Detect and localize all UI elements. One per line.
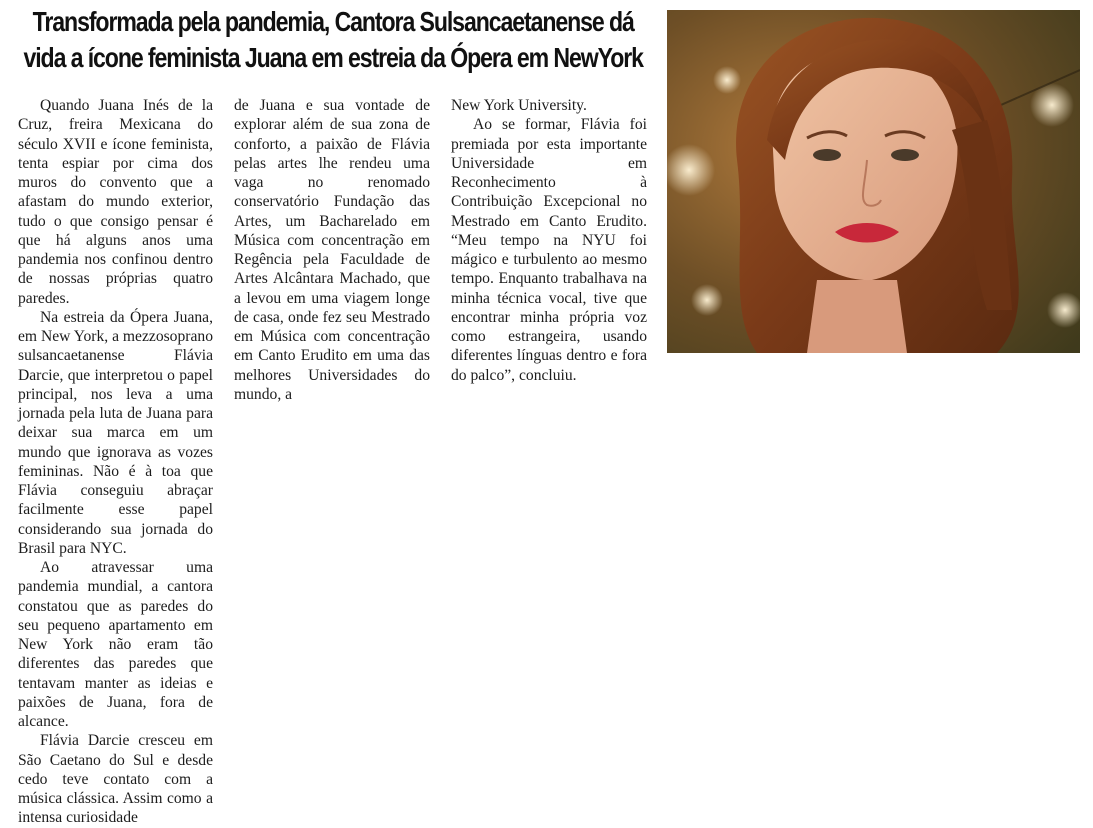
paragraph-continued: de Juana e sua vontade de explorar além de sua zona de conforto, a paixão de Flávia pelas artes lhe rendeu uma vaga no renomado conservatório Fundação das Artes, um Bacharelado em Música com concentração em Regência pela Faculdade de Artes Alcântara Machado, que a levou em uma viagem longe de casa, onde fez seu Mestrado em Música com concentração em Canto Erudito em uma das melhores Universidades do mundo, a [234, 97, 430, 403]
portrait-photo [667, 10, 1080, 353]
article-column-2 [234, 96, 430, 404]
headline: Transformada pela pandemia, Cantora Sulsancaetanense dá vida a ícone feminista Juana em estreia da Ópera em NewYork [23, 6, 643, 73]
paragraph: Flávia Darcie cresceu em São Caetano do Sul e desde cedo teve contato com a música clássica. Assim como a intensa curiosidade [18, 732, 213, 827]
article-column-3 [451, 96, 647, 385]
article-column-1 [18, 96, 213, 828]
paragraph: Ao atravessar uma pandemia mundial, a cantora constatou que as paredes do seu pequeno apartamento em New York não eram tão diferentes das paredes que tentavam manter as ideias e paixões de Juana, fora de alcance. [18, 559, 213, 730]
paragraph: Quando Juana Inés de la Cruz, freira Mexicana do século XVII e ícone feminista, tenta espiar por cima dos muros do convento que a afastam do mundo exterior, tudo o que consigo pensar é que há alguns anos uma pandemia nos confinou dentro de nossas próprias quatro paredes. [18, 97, 213, 307]
paragraph-continued: New York University. [451, 97, 587, 114]
paragraph: Na estreia da Ópera Juana, em New York, a mezzosoprano sulsancaetanense Flávia Darcie, que interpretou o papel principal, nos leva a uma jornada pela luta de Juana para deixar sua marca em um mundo que ignorava as vozes femininas. Não é à toa que Flávia conseguiu abraçar facilmente esse papel considerando sua jornada do Brasil para NYC. [18, 308, 213, 557]
paragraph: Ao se formar, Flávia foi premiada por esta importante Universidade em Reconhecimento à Contribuição Excepcional no Mestrado em Canto Erudito. “Meu tempo na NYU foi mágico e turbulento ao mesmo tempo. Enquanto trabalhava na minha técnica vocal, tive que encontrar minha própria voz como estrangeira, usando diferentes línguas dentro e fora do palco”, concluiu. [451, 116, 647, 384]
